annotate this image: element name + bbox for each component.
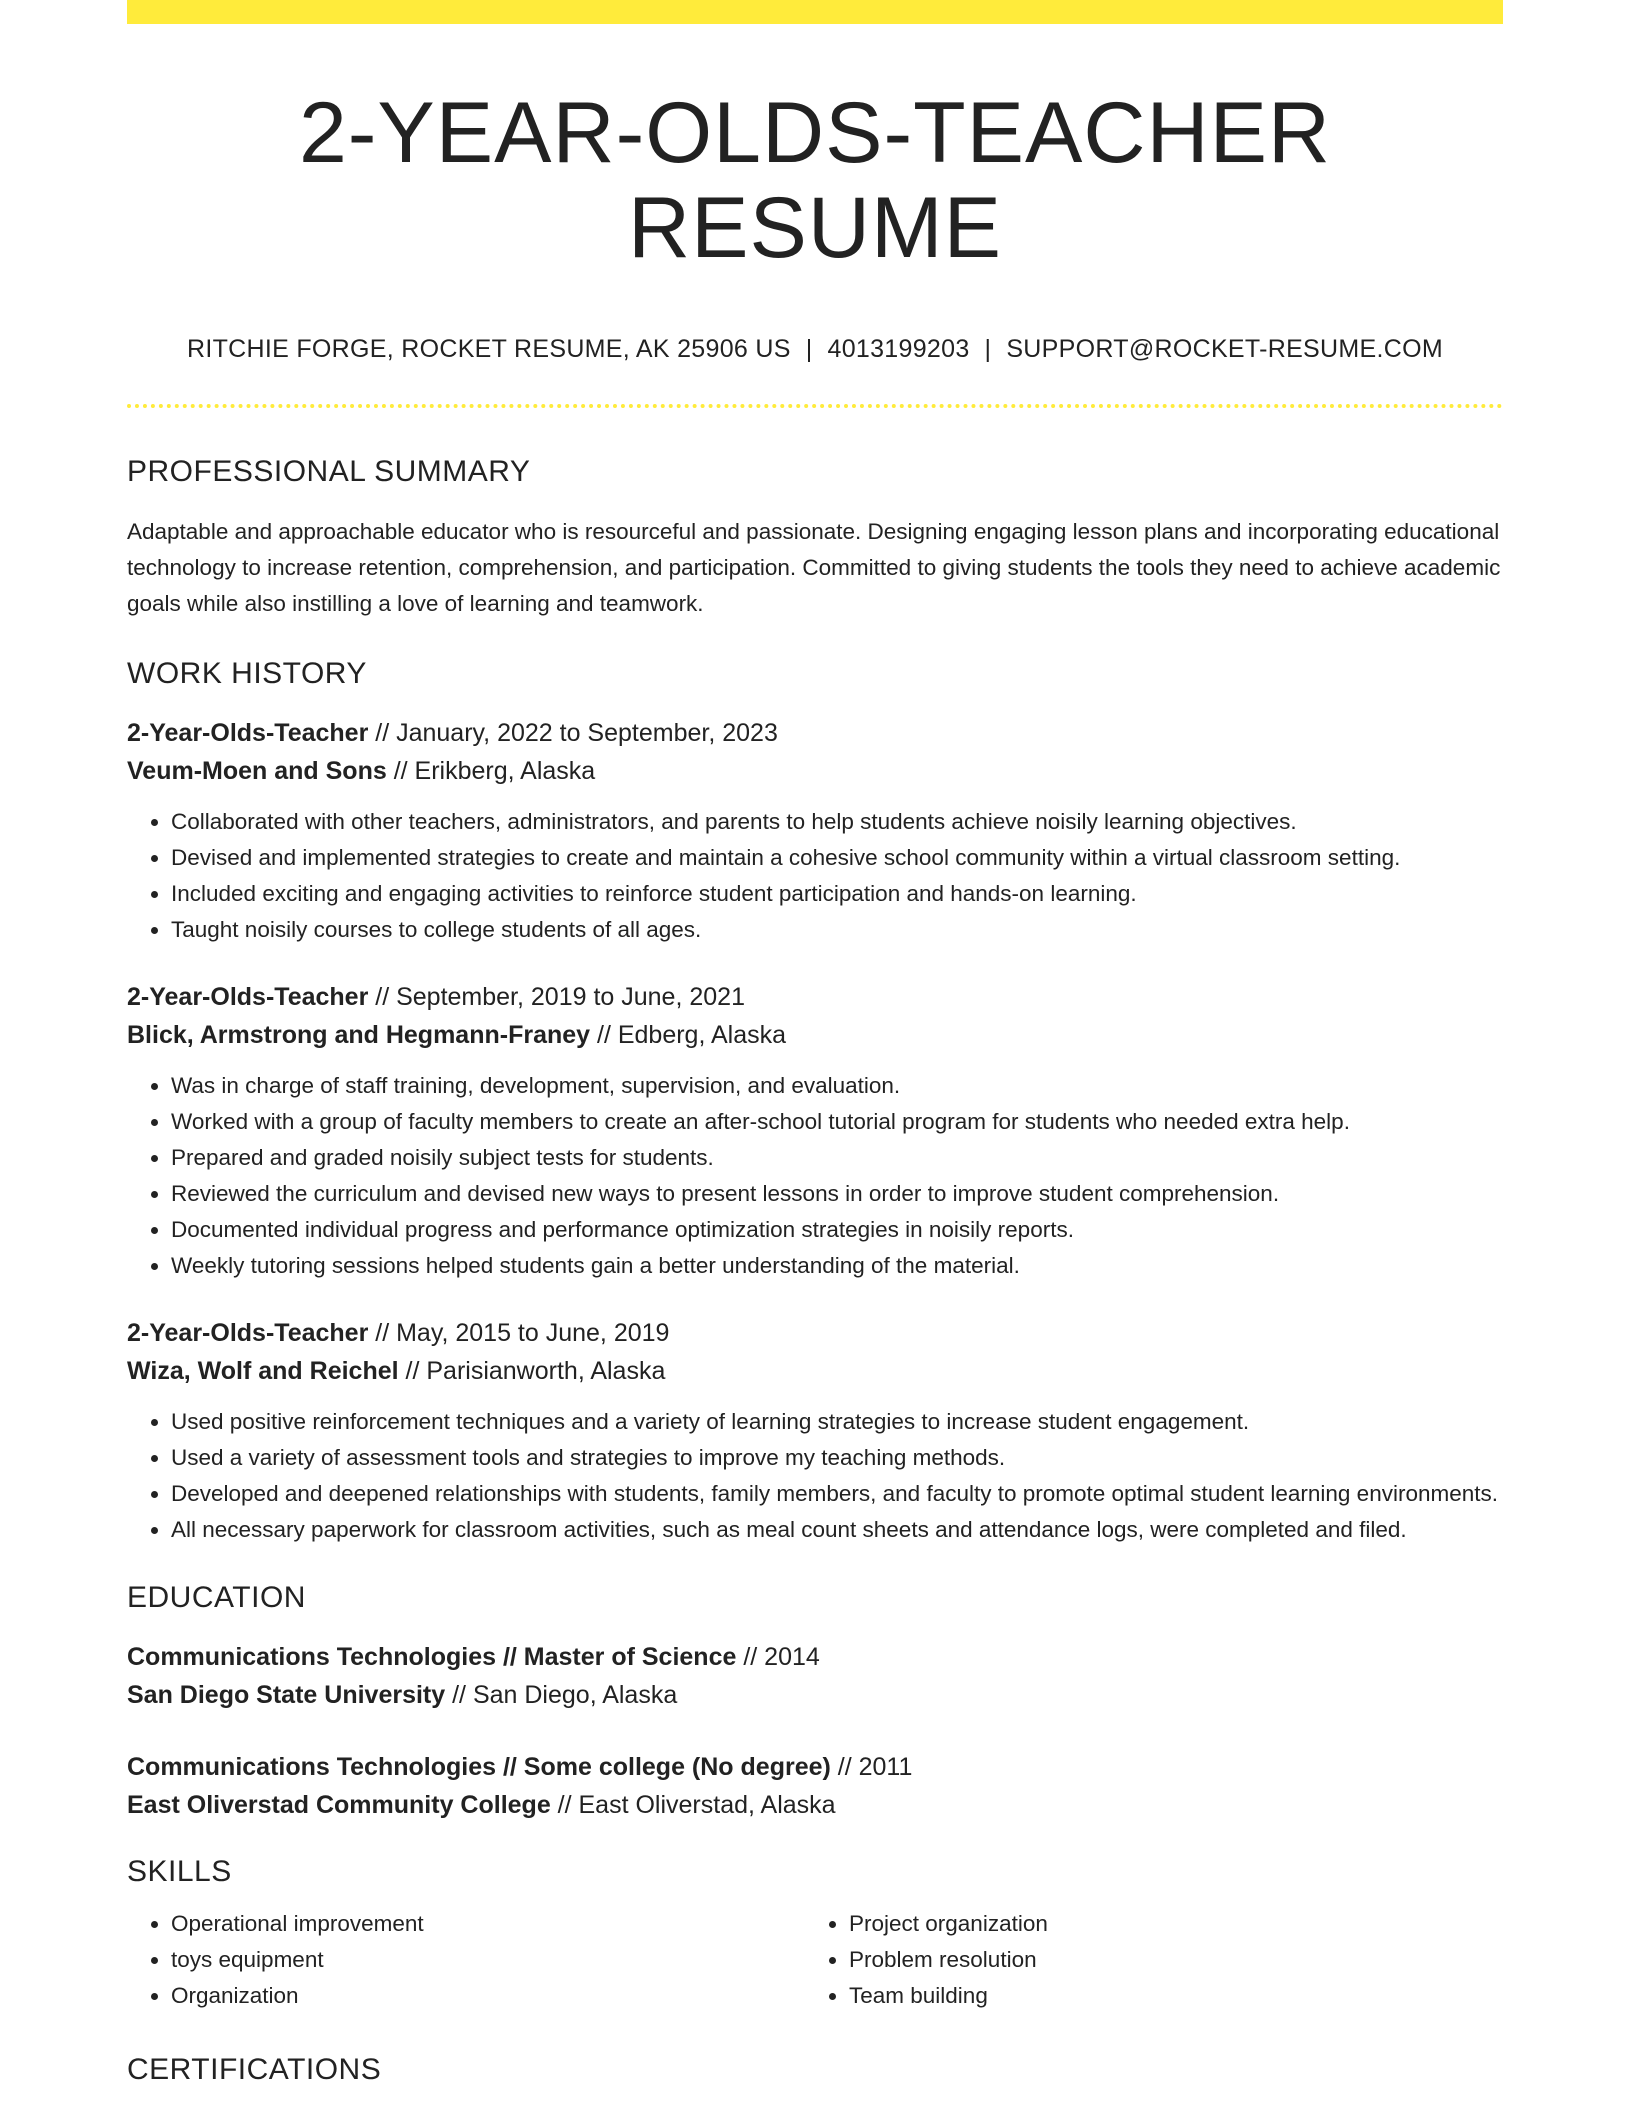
resume-page <box>127 0 1503 2088</box>
list-item: • Team building <box>849 1978 1483 2014</box>
contact-address: RITCHIE FORGE, ROCKET RESUME, AK 25906 US <box>187 335 791 364</box>
contact-separator: | <box>805 335 813 364</box>
accent-top-bar <box>127 0 1503 24</box>
list-item: • Collaborated with other teachers, administrators, and parents to help students achieve noisily learning objectives. <box>171 804 1503 840</box>
list-item: • Documented individual progress and performance optimization strategies in noisily reports. <box>171 1212 1503 1248</box>
list-item: • Prepared and graded noisily subject tests for students. <box>171 1140 1503 1176</box>
job-title: 2-Year-Olds-Teacher <box>127 719 369 748</box>
list-item: • Organization <box>171 1978 805 2014</box>
education-entry-2 <box>127 1748 1503 1824</box>
job-company-line <box>127 1016 1503 1054</box>
contact-email: SUPPORT@ROCKET-RESUME.COM <box>1006 335 1443 364</box>
list-item: • Used positive reinforcement techniques and a variety of learning strategies to increase student engagement. <box>171 1404 1503 1440</box>
education-degree: Communications Technologies // Some college (No degree) <box>127 1753 831 1782</box>
job-bullets <box>127 1404 1503 1548</box>
list-item: • Developed and deepened relationships with students, family members, and faculty to promote optimal student learning environments. <box>171 1476 1503 1512</box>
education-degree-line <box>127 1748 1503 1786</box>
education-year: // 2011 <box>830 1753 913 1782</box>
skills-grid <box>127 1906 1503 2014</box>
skills-column-right <box>805 1906 1483 2014</box>
list-item: • Weekly tutoring sessions helped students gain a better understanding of the material. <box>171 1248 1503 1284</box>
summary-text: Adaptable and approachable educator who is resourceful and passionate. Designing engaging lesson plans and incorporating educational technology to increase retention, comprehension, and participation. Committed to giving students the tools they need to achieve academic goals while also instilling a love of learning and teamwork. <box>127 519 1501 617</box>
job-location: // Erikberg, Alaska <box>386 757 596 786</box>
education-heading: EDUCATION <box>127 1581 306 1615</box>
education-year: // 2014 <box>736 1643 820 1672</box>
list-item: • Was in charge of staff training, development, supervision, and evaluation. <box>171 1068 1503 1104</box>
job-bullets <box>127 1068 1503 1284</box>
list-item: • All necessary paperwork for classroom activities, such as meal count sheets and attendance logs, were completed and filed. <box>171 1512 1503 1548</box>
job-title: 2-Year-Olds-Teacher <box>127 983 369 1012</box>
certifications-heading: CERTIFICATIONS <box>127 2053 382 2087</box>
job-company: Veum-Moen and Sons <box>127 757 387 786</box>
education-location: // East Oliverstad, Alaska <box>550 1791 836 1820</box>
job-location: // Edberg, Alaska <box>590 1021 787 1050</box>
list-item: • toys equipment <box>171 1942 805 1978</box>
education-entry-1 <box>127 1638 1503 1714</box>
list-item: • Taught noisily courses to college students of all ages. <box>171 912 1503 948</box>
job-title-line <box>127 714 1503 752</box>
job-company: Blick, Armstrong and Hegmann-Franey <box>127 1021 591 1050</box>
list-item: • Project organization <box>849 1906 1483 1942</box>
education-school-line <box>127 1786 1503 1824</box>
job-company-line <box>127 752 1503 790</box>
contact-phone: 4013199203 <box>827 335 970 364</box>
job-dates: // September, 2019 to June, 2021 <box>368 983 745 1012</box>
work-history-heading: WORK HISTORY <box>127 657 367 691</box>
job-title-line <box>127 1314 1503 1352</box>
job-bullets <box>127 804 1503 948</box>
job-entry-3 <box>127 1314 1503 1548</box>
job-title-line <box>127 978 1503 1016</box>
education-school-line <box>127 1676 1503 1714</box>
education-degree: Communications Technologies // Master of Science <box>127 1643 737 1672</box>
contact-line <box>127 335 1503 364</box>
education-school: San Diego State University <box>127 1681 446 1710</box>
list-item: • Used a variety of assessment tools and strategies to improve my teaching methods. <box>171 1440 1503 1476</box>
job-entry-1 <box>127 714 1503 948</box>
dotted-divider <box>127 404 1503 408</box>
education-location: // San Diego, Alaska <box>445 1681 678 1710</box>
list-item: • Problem resolution <box>849 1942 1483 1978</box>
list-item: • Included exciting and engaging activities to reinforce student participation and hands-on learning. <box>171 876 1503 912</box>
job-location: // Parisianworth, Alaska <box>398 1357 666 1386</box>
list-item: • Operational improvement <box>171 1906 805 1942</box>
list-item: • Devised and implemented strategies to create and maintain a cohesive school community within a virtual classroom setting. <box>171 840 1503 876</box>
skills-column-left <box>127 1906 805 2014</box>
list-item: • Worked with a group of faculty members to create an after-school tutorial program for students who needed extra help. <box>171 1104 1503 1140</box>
job-dates: // May, 2015 to June, 2019 <box>368 1319 670 1348</box>
job-entry-2 <box>127 978 1503 1284</box>
job-company: Wiza, Wolf and Reichel <box>127 1357 399 1386</box>
summary-heading: PROFESSIONAL SUMMARY <box>127 455 531 489</box>
job-dates: // January, 2022 to September, 2023 <box>368 719 778 748</box>
list-item: • Reviewed the curriculum and devised new ways to present lessons in order to improve student comprehension. <box>171 1176 1503 1212</box>
education-school: East Oliverstad Community College <box>127 1791 551 1820</box>
resume-title: 2-YEAR-OLDS-TEACHER RESUME <box>298 85 1332 276</box>
education-degree-line <box>127 1638 1503 1676</box>
contact-separator: | <box>984 335 992 364</box>
job-title: 2-Year-Olds-Teacher <box>127 1319 369 1348</box>
skills-heading: SKILLS <box>127 1855 232 1889</box>
job-company-line <box>127 1352 1503 1390</box>
